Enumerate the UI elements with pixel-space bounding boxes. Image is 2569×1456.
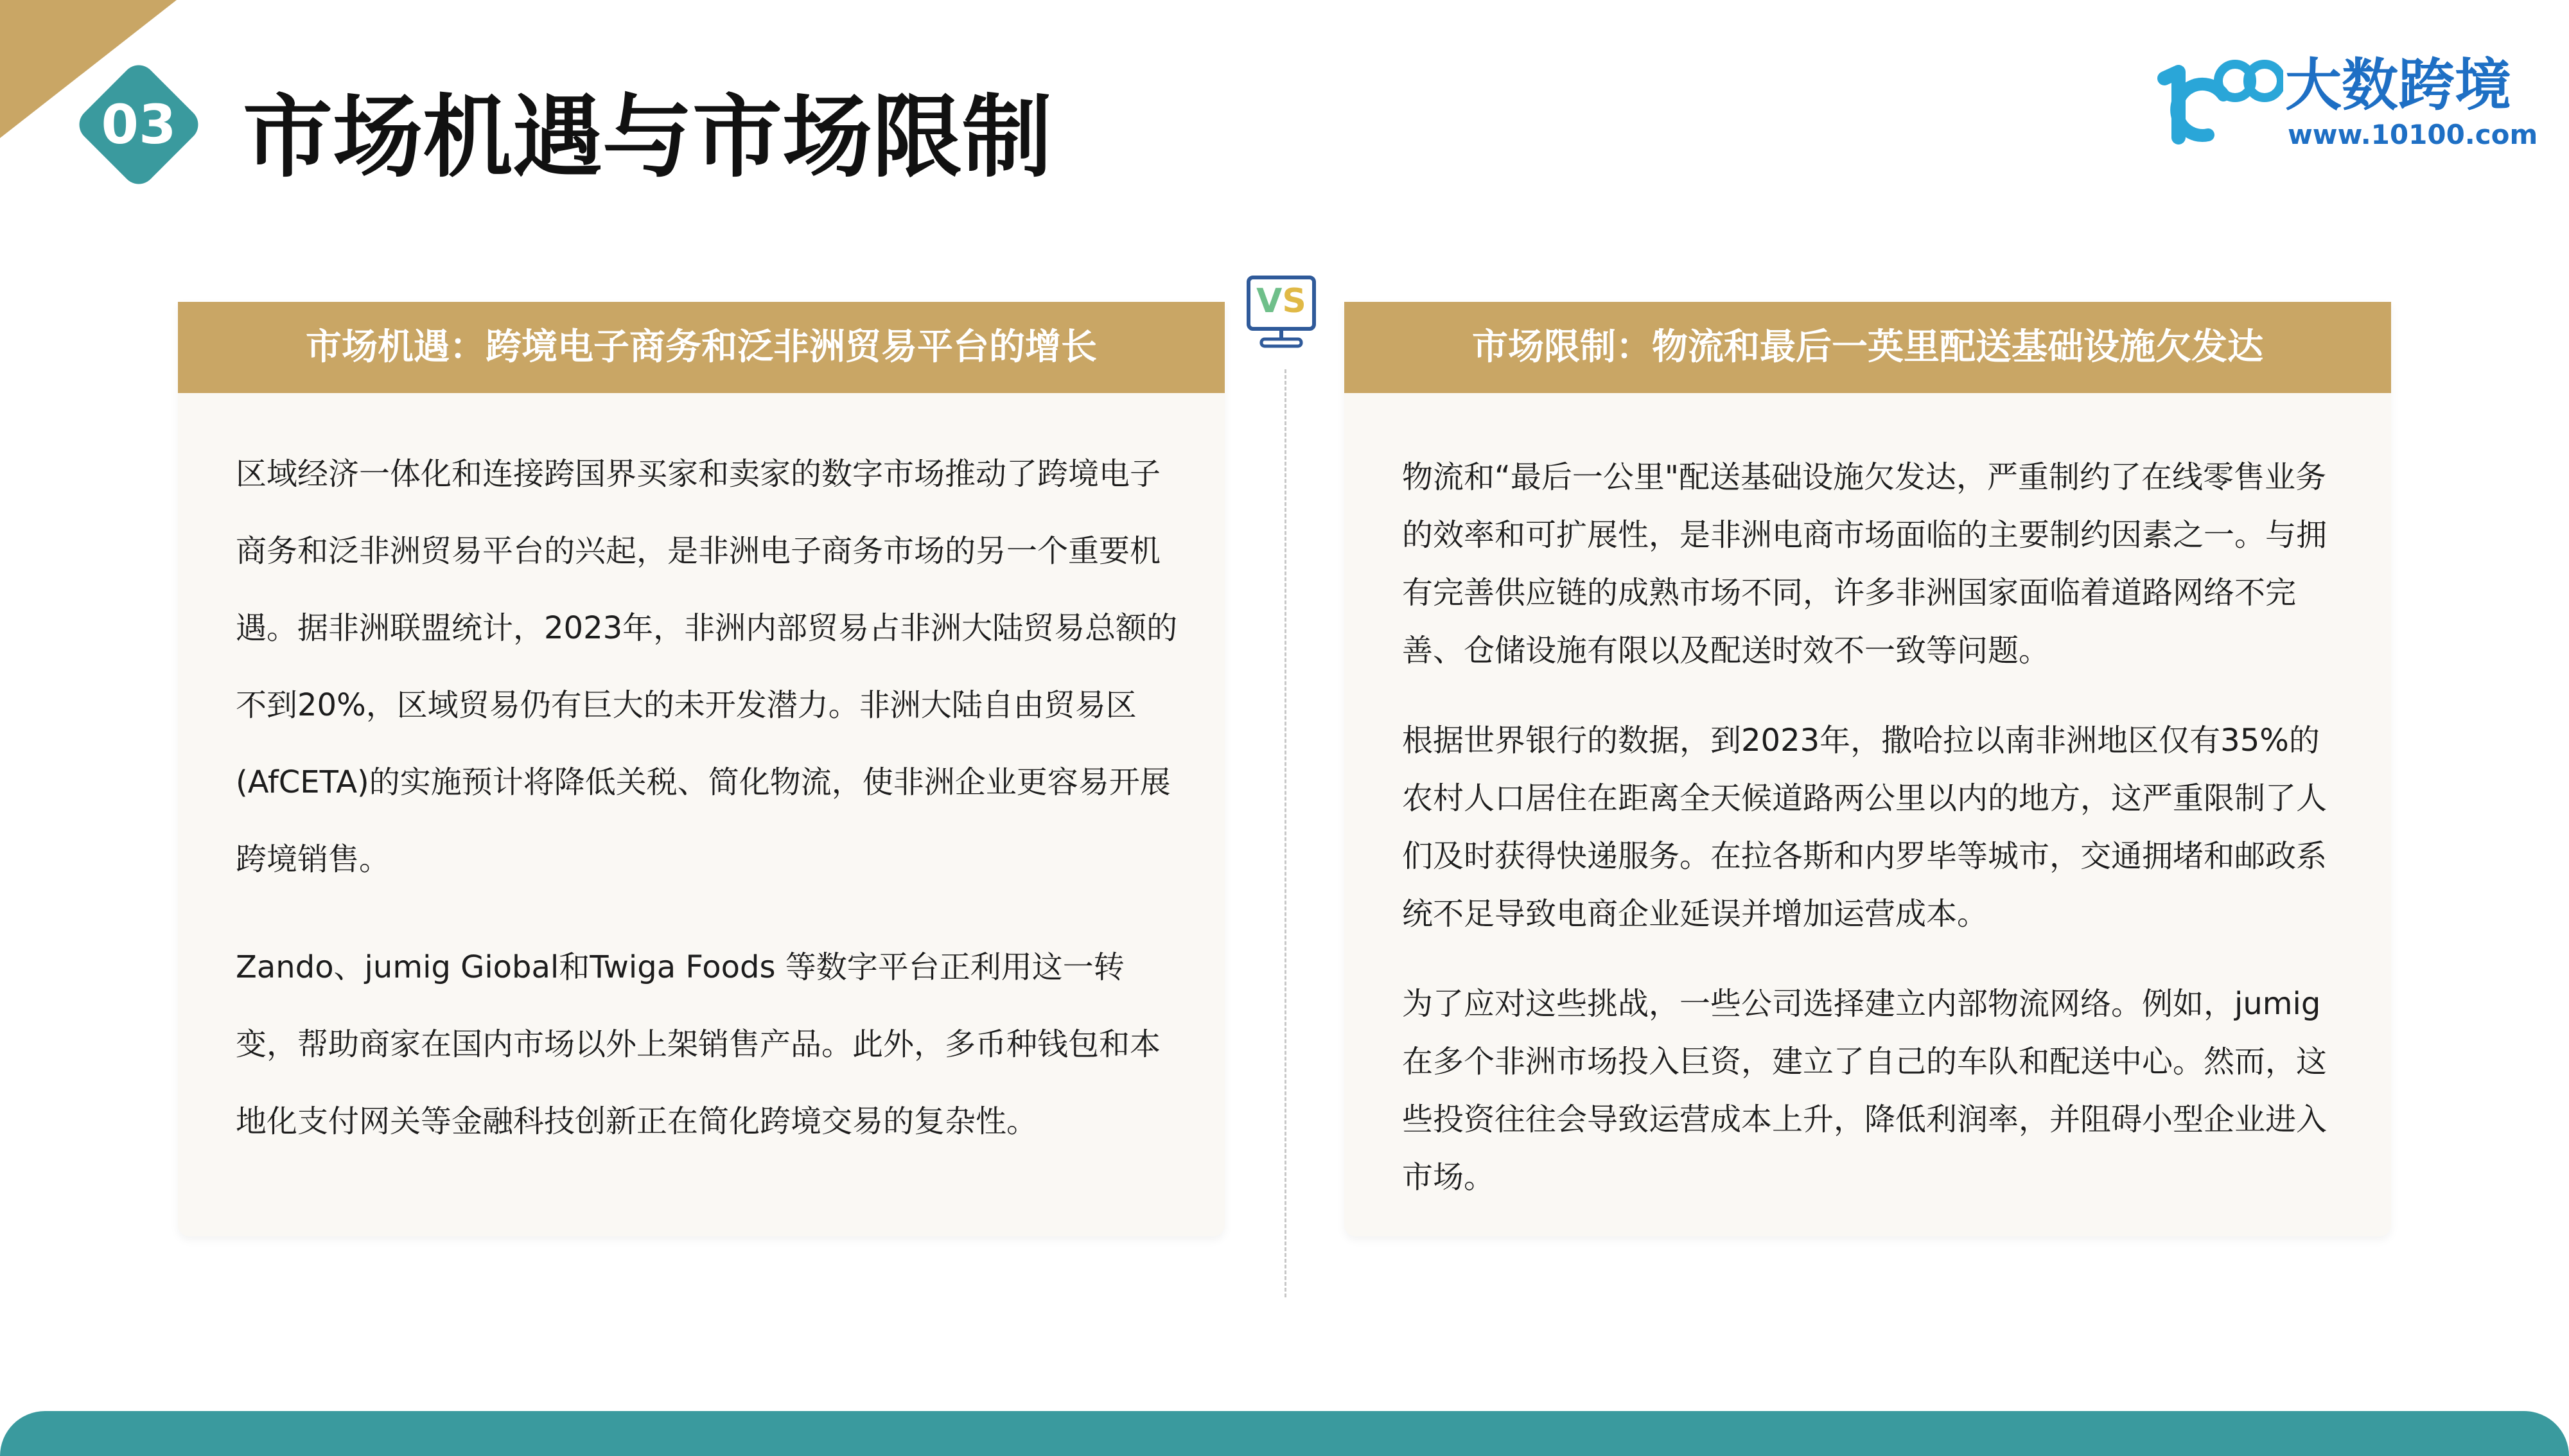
opportunity-card-body bbox=[236, 435, 1180, 1160]
constraint-paragraph: 物流和“最后一公里"配送基础设施欠发达，严重制约了在线零售业务的效率和可扩展性，是非洲电商市场面临的主要制约因素之一。与拥有完善供应链的成熟市场不同，许多非洲国家面临着道路网络不完善、仓储设施有限以及配送时效不一致等问题。 bbox=[1402, 459, 2328, 669]
opportunity-paragraph: 区域经济一体化和连接跨国界买家和卖家的数字市场推动了跨境电子商务和泛非洲贸易平台的兴起，是非洲电子商务市场的另一个重要机遇。据非洲联盟统计，2023年，非洲内部贸易占非洲大陆贸易总额的不到20%，区域贸易仍有巨大的未开发潜力。非洲大陆自由贸易区(AfCETA)的实施预计将降低关税、简化物流，使非洲企业更容易开展跨境销售。 bbox=[236, 456, 1178, 877]
section-number: 03 bbox=[101, 93, 177, 156]
vs-label: VS bbox=[1256, 282, 1306, 320]
page-title: 市场机遇与市场限制 bbox=[243, 85, 1053, 190]
constraint-paragraph: 根据世界银行的数据，到2023年，撒哈拉以南非洲地区仅有35%的农村人口居住在距离全天候道路两公里以内的地方，这严重限制了人们及时获得快递服务。在拉各斯和内罗毕等城市，交通拥堵和邮政系统不足导致电商企业延误并增加运营成本。 bbox=[1402, 723, 2328, 932]
vs-divider bbox=[1284, 369, 1286, 1297]
vs-monitor-icon bbox=[1246, 275, 1317, 349]
logo-name: 大数跨境 bbox=[2285, 52, 2512, 118]
constraint-card bbox=[1344, 302, 2391, 1236]
brand-logo bbox=[2145, 51, 2538, 161]
logo-url: www.10100.com bbox=[2288, 119, 2538, 150]
constraint-card-title: 市场限制：物流和最后一英里配送基础设施欠发达 bbox=[1344, 302, 2391, 393]
opportunity-card bbox=[178, 302, 1225, 1236]
opportunity-card-title: 市场机遇：跨境电子商务和泛非洲贸易平台的增长 bbox=[178, 302, 1225, 393]
footer-bar bbox=[0, 1411, 2569, 1456]
constraint-card-body bbox=[1402, 448, 2346, 1206]
logo-100-icon bbox=[2145, 55, 2283, 152]
opportunity-paragraph: Zando、jumig Giobal和Twiga Foods 等数字平台正利用这一转变，帮助商家在国内市场以外上架销售产品。此外，多币种钱包和本地化支付网关等金融科技创新正在简化跨境交易的复杂性。 bbox=[236, 949, 1161, 1139]
constraint-paragraph: 为了应对这些挑战，一些公司选择建立内部物流网络。例如，jumig在多个非洲市场投入巨资，建立了自己的车队和配送中心。然而，这些投资往往会导致运营成本上升，降低利润率，并阻碍小型企业进入市场。 bbox=[1402, 986, 2328, 1195]
